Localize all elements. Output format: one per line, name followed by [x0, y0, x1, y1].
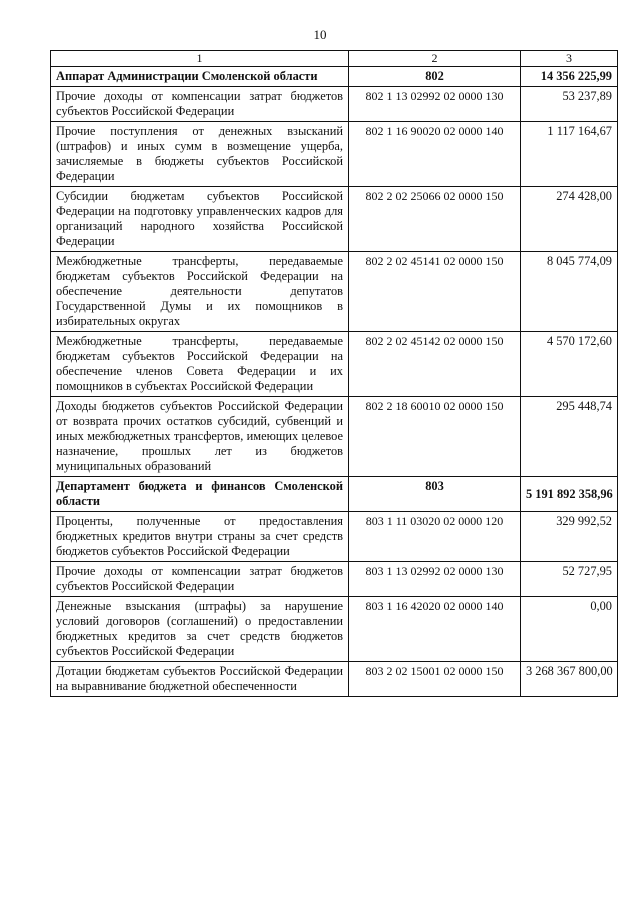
row-description: Прочие поступления от денежных взысканий (штрафов) и иных сумм в возмещение ущерба, зачисляемые в бюджеты субъектов Российской Федерации [51, 122, 349, 187]
page-number: 10 [313, 27, 327, 42]
section-row [51, 67, 618, 87]
table-row [51, 332, 618, 397]
row-code: 802 2 02 45141 02 0000 150 [349, 252, 521, 332]
table-row [51, 187, 618, 252]
row-code: 802 1 16 90020 02 0000 140 [349, 122, 521, 187]
column-number-1: 1 [51, 51, 349, 67]
row-code: 802 1 13 02992 02 0000 130 [349, 87, 521, 122]
row-description: Прочие доходы от компенсации затрат бюджетов субъектов Российской Федерации [51, 87, 349, 122]
row-description: Прочие доходы от компенсации затрат бюджетов субъектов Российской Федерации [51, 562, 349, 597]
row-code: 802 [349, 67, 521, 87]
row-amount: 52 727,95 [521, 562, 618, 597]
row-code: 803 1 16 42020 02 0000 140 [349, 597, 521, 662]
row-amount: 1 117 164,67 [521, 122, 618, 187]
row-description: Аппарат Администрации Смоленской области [51, 67, 349, 87]
row-amount: 329 992,52 [521, 512, 618, 562]
row-code: 803 1 11 03020 02 0000 120 [349, 512, 521, 562]
budget-revenue-table [50, 50, 618, 697]
table-row [51, 87, 618, 122]
table-row [51, 512, 618, 562]
table-row [51, 397, 618, 477]
table-row [51, 122, 618, 187]
row-amount: 3 268 367 800,00 [521, 662, 618, 697]
row-code: 802 2 02 25066 02 0000 150 [349, 187, 521, 252]
row-description: Проценты, полученные от предоставления бюджетных кредитов внутри страны за счет средств бюджетов субъектов Российской Федерации [51, 512, 349, 562]
row-code: 803 [349, 477, 521, 512]
row-description: Доходы бюджетов субъектов Российской Федерации от возврата прочих остатков субсидий, субвенций и иных межбюджетных трансфертов, имеющих целевое назначение, прошлых лет из бюджетов муниципальных образований [51, 397, 349, 477]
table-row [51, 597, 618, 662]
row-description: Департамент бюджета и финансов Смоленской области [51, 477, 349, 512]
row-amount: 0,00 [521, 597, 618, 662]
row-amount: 53 237,89 [521, 87, 618, 122]
table-row [51, 252, 618, 332]
row-code: 803 1 13 02992 02 0000 130 [349, 562, 521, 597]
row-description: Межбюджетные трансферты, передаваемые бюджетам субъектов Российской Федерации на обеспечение членов Совета Федерации и их помощников в субъектах Российской Федерации [51, 332, 349, 397]
row-code: 803 2 02 15001 02 0000 150 [349, 662, 521, 697]
column-number-3: 3 [521, 51, 618, 67]
row-amount: 4 570 172,60 [521, 332, 618, 397]
row-description: Денежные взыскания (штрафы) за нарушение условий договоров (соглашений) о предоставлении бюджетных кредитов за счет средств бюджетов субъектов Российской Федерации [51, 597, 349, 662]
row-amount: 5 191 892 358,96 [521, 477, 618, 512]
section-row [51, 477, 618, 512]
table-row [51, 562, 618, 597]
row-amount: 14 356 225,99 [521, 67, 618, 87]
row-amount: 295 448,74 [521, 397, 618, 477]
table-row [51, 662, 618, 697]
row-code: 802 2 02 45142 02 0000 150 [349, 332, 521, 397]
row-amount: 8 045 774,09 [521, 252, 618, 332]
row-description: Дотации бюджетам субъектов Российской Федерации на выравнивание бюджетной обеспеченности [51, 662, 349, 697]
row-description: Межбюджетные трансферты, передаваемые бюджетам субъектов Российской Федерации на обеспечение деятельности депутатов Государственной Думы и их помощников в избирательных округах [51, 252, 349, 332]
column-number-row [51, 51, 618, 67]
row-amount: 274 428,00 [521, 187, 618, 252]
column-number-2: 2 [349, 51, 521, 67]
row-description: Субсидии бюджетам субъектов Российской Федерации на подготовку управленческих кадров для организаций народного хозяйства Российской Федерации [51, 187, 349, 252]
row-code: 802 2 18 60010 02 0000 150 [349, 397, 521, 477]
